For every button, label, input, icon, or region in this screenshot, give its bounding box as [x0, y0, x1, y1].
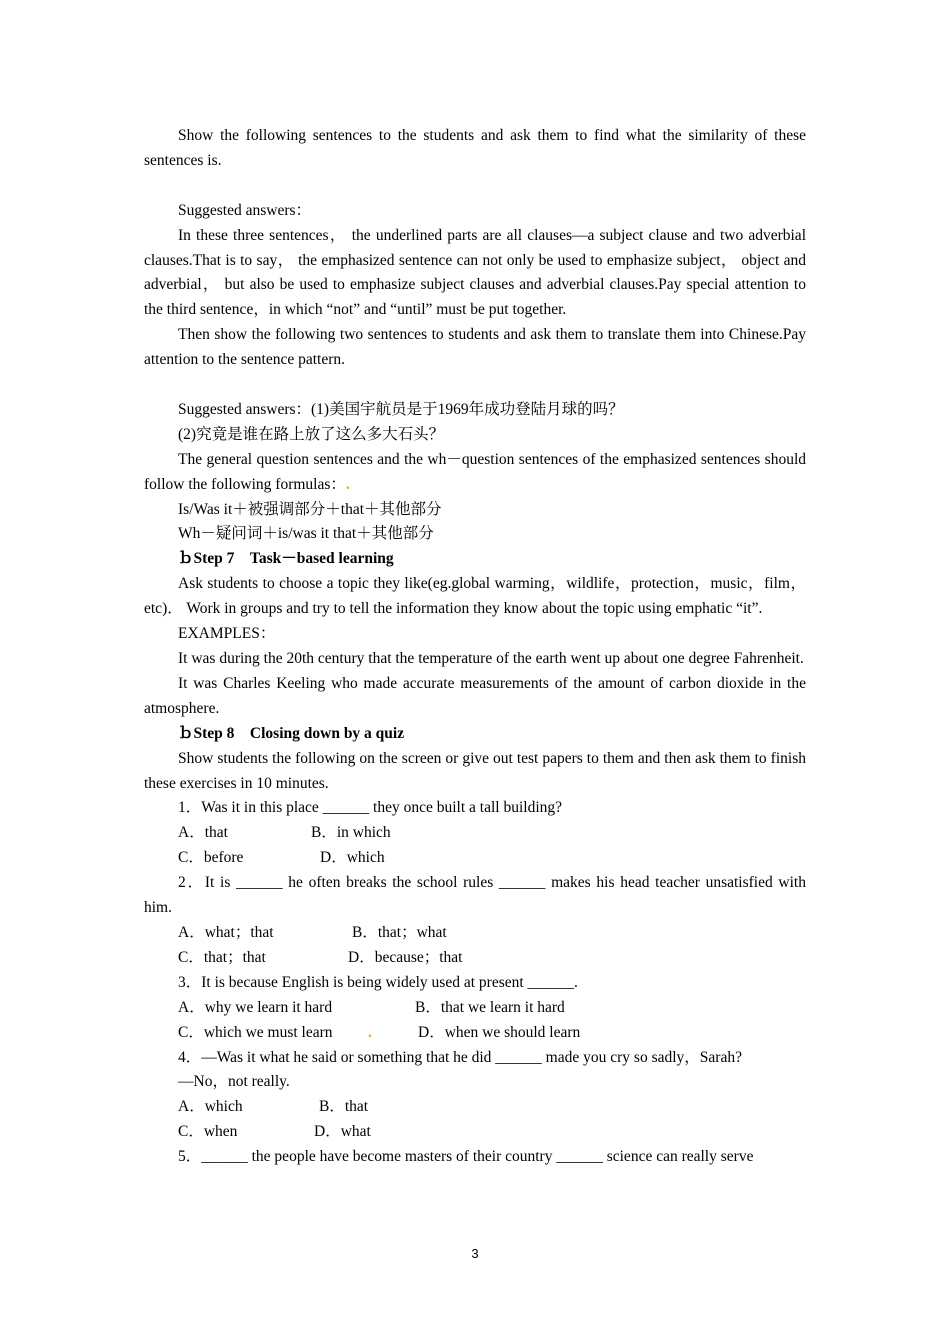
question-4: 4．—Was it what he said or something that he did ______ made you cry so sadly，Sarah? [178, 1048, 742, 1066]
option-a: A．what；that [178, 923, 274, 941]
question-3-options-ab [144, 996, 806, 1021]
paragraph-translate: Then show the following two sentences to students and ask them to translate them into Chinese.Pay attention to the sentence pattern. [144, 326, 806, 369]
option-a: A．which [178, 1098, 243, 1116]
question-2-options-ab [144, 921, 806, 946]
paragraph-formulas [144, 448, 806, 498]
step-8-text: Show students the following on the screen or give out test papers to them and then ask them to finish these exercises in 10 minutes. [144, 749, 806, 792]
question-4-reply: —No，not really. [178, 1073, 290, 1091]
option-a: A．why we learn it hard [178, 998, 333, 1016]
option-c: C．when [178, 1123, 238, 1141]
decorative-dot: . [345, 475, 350, 493]
option-d: D．what [314, 1123, 371, 1141]
paragraph-clauses: In these three sentences， the underlined parts are all clauses—a subject clause and two adverbial clauses.That is to say， the emphasized sentence can not only be used to emphasize subject， object and adverbial， but also be used to emphasize subject clauses and adverbial clauses.Pay special attention to the third sentence，in which “not” and “until” must be put together. [144, 226, 806, 319]
option-b: B．that；what [352, 923, 447, 941]
paragraph-intro: Show the following sentences to the students and ask them to find what the similarity of these sentences is. [144, 127, 806, 169]
question-1-options-cd [144, 846, 806, 871]
step-8-heading [144, 722, 806, 747]
question-1-options-ab [144, 821, 806, 846]
page-number: 3 [471, 1246, 479, 1261]
spacer [144, 373, 806, 398]
question-3-options-cd [144, 1021, 806, 1046]
option-a: A．that [178, 824, 228, 842]
decorative-dot: . [368, 1023, 372, 1041]
suggested-answer-2: (2)究竟是谁在路上放了这么多大石头？ [178, 425, 445, 443]
option-d: D．which [320, 849, 385, 867]
question-1: 1．Was it in this place ______ they once built a tall building? [178, 799, 563, 817]
suggested-answer-1: Suggested answers：(1)美国宇航员是于1969年成功登陆月球的吗？ [178, 400, 624, 418]
option-b: B．in which [311, 824, 391, 842]
step-7-title: Step 7 Task－based learning [193, 550, 394, 568]
formulas-intro: The general question sentences and the wh－question sentences of the emphasized sentences should follow the following formulas： [144, 450, 806, 493]
question-4-options-cd [144, 1120, 806, 1145]
option-b: B．that we learn it hard [415, 998, 565, 1016]
question-5: 5．______ the people have become masters of their country ______ science can really serve [178, 1148, 754, 1166]
step-marker-icon: ｂ [178, 724, 194, 742]
question-2: 2．It is ______ he often breaks the school rules ______ makes his head teacher unsatisfied with him. [144, 874, 806, 917]
step-marker-icon: ｂ [178, 550, 194, 568]
option-c: C．that；that [178, 948, 266, 966]
step-8-title: Step 8 Closing down by a quiz [193, 724, 405, 742]
example-1: It was during the 20th century that the temperature of the earth went up about one degree Fahrenheit. [178, 650, 804, 667]
example-2: It was Charles Keeling who made accurate measurements of the amount of carbon dioxide in the atmosphere. [144, 674, 806, 717]
examples-label: EXAMPLES： [178, 625, 276, 643]
document-body [144, 124, 806, 1170]
question-3: 3．It is because English is being widely used at present ______. [178, 973, 578, 991]
option-d: D．because；that [348, 948, 463, 966]
option-d: D．when we should learn [418, 1023, 581, 1041]
formula-wh: Wh－疑问词＋is/was it that＋其他部分 [178, 525, 434, 543]
suggested-answers-label: Suggested answers： [178, 201, 312, 219]
question-2-options-cd [144, 946, 806, 971]
step-7-text: Ask students to choose a topic they like(eg.global warming，wildlife，protection，music，film， etc)． Work in groups and try to tell the information they know about the topic using emphatic “it”. [144, 575, 806, 618]
formula-general: Is/Was it＋被强调部分＋that＋其他部分 [178, 500, 442, 518]
step-7-heading [144, 547, 806, 572]
spacer [144, 174, 806, 199]
question-4-options-ab [144, 1095, 806, 1120]
option-c: C．before [178, 849, 244, 867]
option-b: B．that [319, 1098, 369, 1116]
option-c: C．which we must learn [178, 1023, 333, 1041]
